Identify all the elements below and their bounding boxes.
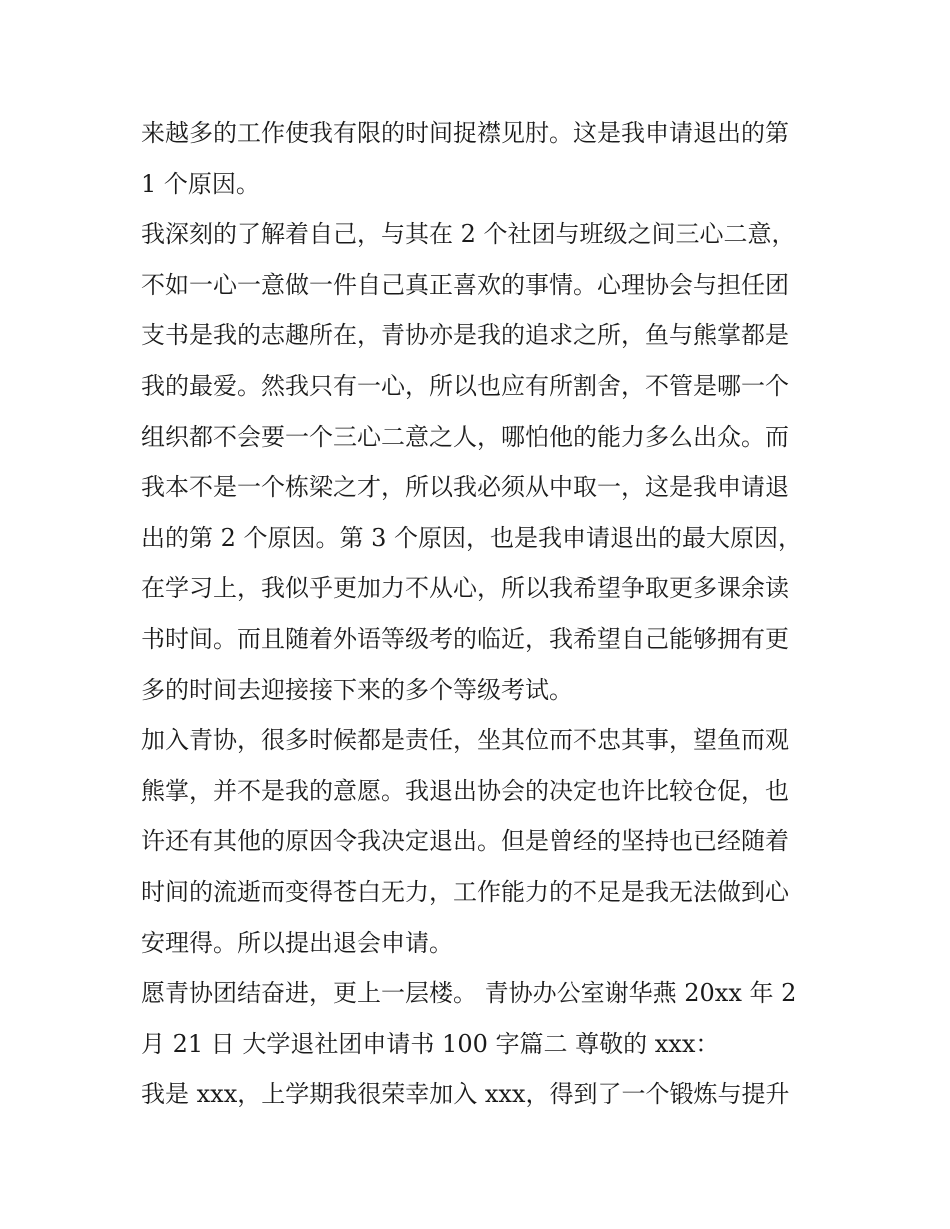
text-line: 时间的流逝而变得苍白无力，工作能力的不足是我无法做到心 (141, 877, 789, 906)
body-text (141, 108, 816, 1120)
text-line: 愿青协团结奋进，更上一层楼。 青协办公室谢华燕 20xx 年 2 (141, 979, 797, 1008)
text-line: 支书是我的志趣所在，青协亦是我的追求之所，鱼与熊掌都是 (141, 321, 789, 350)
text-line: 安理得。所以提出退会申请。 (141, 928, 453, 957)
text-line: 加入青协，很多时候都是责任，坐其位而不忠其事，望鱼而观 (141, 726, 789, 755)
text-line: 我本不是一个栋梁之才，所以我必须从中取一，这是我申请退 (141, 473, 789, 502)
text-line: 多的时间去迎接接下来的多个等级考试。 (141, 675, 573, 704)
text-line: 来越多的工作使我有限的时间捉襟见肘。这是我申请退出的第 (141, 119, 789, 147)
text-line: 在学习上，我似乎更加力不从心，所以我希望争取更多课余读 (141, 574, 789, 603)
text-line: 我深刻的了解着自己，与其在 2 个社团与班级之间三心二意， (141, 220, 796, 249)
text-line: 我是 xxx，上学期我很荣幸加入 xxx，得到了一个锻炼与提升 (141, 1080, 790, 1109)
text-line: 我的最爱。然我只有一心，所以也应有所割舍，不管是哪一个 (141, 371, 789, 400)
text-line: 许还有其他的原因令我决定退出。但是曾经的坚持也已经随着 (141, 827, 789, 856)
text-line: 1 个原因。 (141, 169, 260, 198)
text-line: 月 21 日 大学退社团申请书 100 字篇二 尊敬的 xxx： (141, 1029, 720, 1058)
text-line: 书时间。而且随着外语等级考的临近，我希望自己能够拥有更 (141, 624, 789, 653)
text-line: 组织都不会要一个三心二意之人，哪怕他的能力多么出众。而 (141, 422, 789, 451)
text-line: 熊掌，并不是我的意愿。我退出协会的决定也许比较仓促，也 (141, 776, 789, 805)
text-line: 出的第 2 个原因。第 3 个原因，也是我申请退出的最大原因， (141, 523, 803, 552)
text-line: 不如一心一意做一件自己真正喜欢的事情。心理协会与担任团 (141, 270, 789, 299)
